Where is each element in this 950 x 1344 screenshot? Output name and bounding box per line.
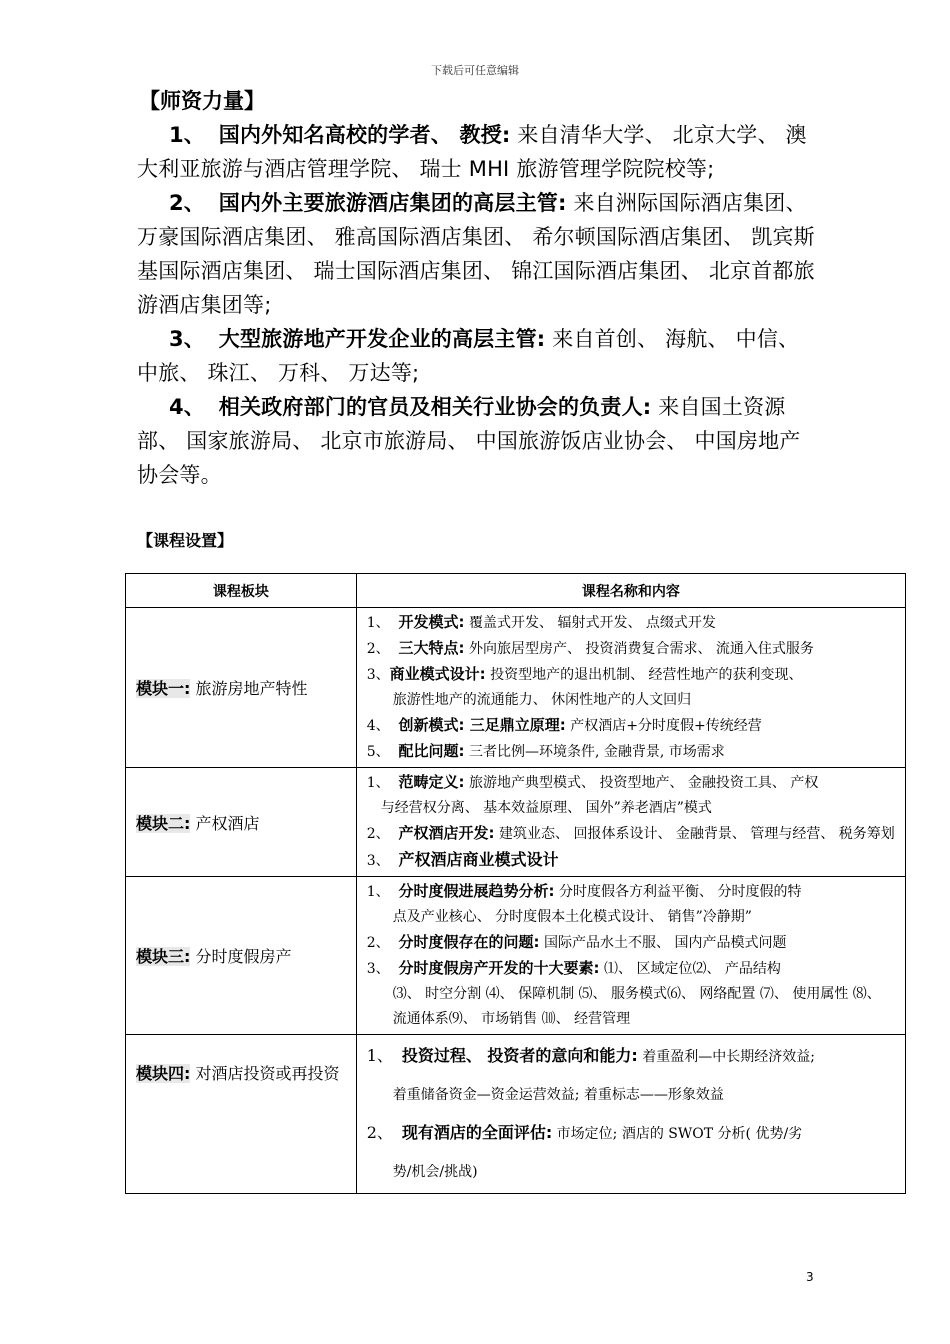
table-header-row <box>126 574 906 608</box>
module-row <box>126 1035 906 1194</box>
module-key: 模块一: <box>136 679 191 698</box>
module-row <box>126 608 906 768</box>
module-row <box>126 768 906 877</box>
module-cell <box>126 877 357 1035</box>
module-key: 模块二: <box>136 813 191 833</box>
item-head: 大型旅游地产开发企业的高层主管 <box>218 327 537 351</box>
module-key: 模块四: <box>136 1064 191 1083</box>
module-row <box>126 877 906 1035</box>
module-name: 对酒店投资或再投资 <box>195 1064 340 1083</box>
item-body: 来自国土资源部、 国家旅游局、 北京市旅游局、 中国旅游饭店业协会、 中国房地产协会等。 <box>137 395 801 487</box>
item-head: 国内外主要旅游酒店集团的高层主管 <box>218 191 558 215</box>
course-table <box>125 573 906 1194</box>
item-number: 4、 <box>169 395 206 419</box>
module-name: 产权酒店 <box>195 813 260 833</box>
item-head: 相关政府部门的官员及相关行业协会的负责人 <box>218 395 643 419</box>
module-content: 1、 范畴定义: 旅游地产典型模式、 投资型地产、 金融投资工具、 产权 与经营权分离、 基本效益原理、 国外”养老酒店”模式 2、 产权酒店开发: 建筑业态、 回报体系设计、 金融背景、 管理与经营、 税务筹划 3、 产权酒店商业模式设计 <box>356 768 905 877</box>
module-name: 分时度假房产 <box>195 947 292 966</box>
item-body: 来自首创、 海航、 中信、 中旅、 珠江、 万科、 万达等; <box>137 327 800 385</box>
col-content-header: 课程名称和内容 <box>356 574 905 608</box>
module-name: 旅游房地产特性 <box>195 679 308 698</box>
item-number: 3、 <box>169 327 206 351</box>
item-body: 来自洲际国际酒店集团、 万豪国际酒店集团、 雅高国际酒店集团、 希尔顿国际酒店集团、 凯宾斯基国际酒店集团、 瑞士国际酒店集团、 锦江国际酒店集团、 北京首都旅游酒店集团等; <box>137 191 815 317</box>
col-module-header: 课程板块 <box>126 574 357 608</box>
page-number: 3 <box>806 1270 814 1284</box>
faculty-item: 1、 国内外知名高校的学者、 教授: 来自清华大学、 北京大学、 澳大利亚旅游与酒店管理学院、 瑞士 MHI 旅游管理学院院校等; <box>137 123 807 181</box>
module-cell <box>126 1035 357 1194</box>
faculty-item: 3、 大型旅游地产开发企业的高层主管: 来自首创、 海航、 中信、 中旅、 珠江、 万科、 万达等; <box>137 327 800 385</box>
module-content: 1、 分时度假进展趋势分析: 分时度假各方利益平衡、 分时度假的特 点及产业核心、 分时度假本土化模式设计、 销售”冷静期” 2、 分时度假存在的问题: 国际产品水土不服、 国内产品模式问题 3、 分时度假房产开发的十大要素: ⑴、 区域定位⑵、 产品结构 ⑶、 时空分割 ⑷、 保障机制 ⑸、 服务模式⑹、 网络配置 ⑺、 使用属性 ⑻、 流通体系⑼、 市场销售 ⑽、 经营管理 <box>356 877 905 1035</box>
module-key: 模块三: <box>136 947 191 966</box>
faculty-title: 【师资力量】 <box>139 89 265 113</box>
item-head: 国内外知名高校的学者、 教授 <box>218 123 502 147</box>
item-number: 2、 <box>169 191 206 215</box>
module-content: 1、 投资过程、 投资者的意向和能力: 着重盈利—中长期经济效益; 着重储备资金—资金运营效益; 着重标志——形象效益 2、 现有酒店的全面评估: 市场定位; 酒店的 SWOT 分析( 优势/劣 势/机会/挑战) <box>356 1035 905 1194</box>
faculty-section <box>137 86 817 492</box>
faculty-item: 4、 相关政府部门的官员及相关行业协会的负责人: 来自国土资源部、 国家旅游局、 北京市旅游局、 中国旅游饭店业协会、 中国房地产协会等。 <box>137 395 801 487</box>
item-body: 来自清华大学、 北京大学、 澳大利亚旅游与酒店管理学院、 瑞士 MHI 旅游管理学院院校等; <box>137 123 807 181</box>
module-cell <box>126 608 357 768</box>
module-cell <box>126 768 357 877</box>
page-header: 下载后可任意编辑 <box>431 64 519 77</box>
faculty-item: 2、 国内外主要旅游酒店集团的高层主管: 来自洲际国际酒店集团、 万豪国际酒店集团、 雅高国际酒店集团、 希尔顿国际酒店集团、 凯宾斯基国际酒店集团、 瑞士国际酒店集团、 锦江国际酒店集团、 北京首都旅游酒店集团等; <box>137 191 815 317</box>
module-content: 1、 开发模式: 覆盖式开发、 辐射式开发、 点缀式开发 2、 三大特点: 外向旅居型房产、 投资消费复合需求、 流通入住式服务 3、商业模式设计: 投资型地产的退出机制、 经营性地产的获利变现、 旅游性地产的流通能力、 休闲性地产的人文回归 4、 创新模式: 三足鼎立原理: 产权酒店+分时度假+传统经营 5、 配比问题: 三者比例—环境条件, 金融背景, 市场需求 <box>356 608 905 768</box>
item-number: 1、 <box>169 123 206 147</box>
courses-title: 【课程设置】 <box>137 531 234 550</box>
